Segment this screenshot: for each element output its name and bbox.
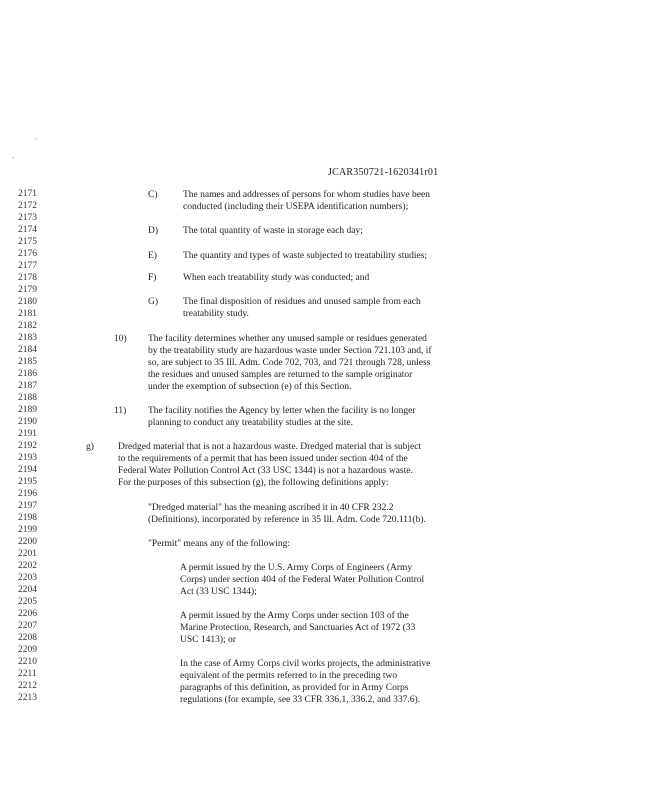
paragraph-10-line-4: the residues and unused samples are returned to the sample originator [148, 370, 413, 380]
line-number: 2210 [18, 657, 37, 667]
line-number: 2191 [18, 429, 37, 439]
line-number: 2200 [18, 537, 37, 547]
line-number: 2194 [18, 465, 37, 475]
line-number: 2185 [18, 357, 37, 367]
permit-item-1-line-2: Corps) under section 404 of the Federal Water Pollution Control [180, 575, 425, 585]
subsection-g-line-4: For the purposes of this subsection (g), the following definitions apply: [118, 478, 389, 488]
line-number: 2186 [18, 369, 37, 379]
paragraph-10-line-3: so, are subject to 35 Ill. Adm. Code 702, 703, and 721 through 728, unless [148, 358, 431, 368]
document-header: JCAR350721-1620341r01 [328, 167, 439, 178]
item-d-line-1: The total quantity of waste in storage each day; [183, 226, 363, 236]
line-number: 2201 [18, 549, 37, 559]
item-label-f: F) [148, 273, 157, 283]
definition-permit: "Permit" means any of the following: [148, 539, 291, 549]
line-number: 2190 [18, 417, 37, 427]
permit-item-2-line-1: A permit issued by the Army Corps under section 103 of the [180, 611, 409, 621]
line-number: 2178 [18, 273, 37, 283]
permit-item-3-line-1: In the case of Army Corps civil works projects, the administrative [180, 659, 431, 669]
paragraph-11-line-2: planning to conduct any treatability studies at the site. [148, 418, 353, 428]
line-number: 2192 [18, 441, 37, 451]
line-number: 2197 [18, 501, 37, 511]
line-number: 2195 [18, 477, 37, 487]
line-number: 2174 [18, 225, 37, 235]
paragraph-10-line-2: by the treatability study are hazardous waste under Section 721.103 and, if [148, 346, 432, 356]
line-number: 2207 [18, 621, 37, 631]
subsection-g-line-2: to the requirements of a permit that has been issued under section 404 of the [118, 454, 408, 464]
line-number: 2209 [18, 645, 37, 655]
line-number: 2199 [18, 525, 37, 535]
permit-item-2-line-3: USC 1413); or [180, 635, 236, 645]
line-number: 2177 [18, 261, 37, 271]
line-number: 2171 [18, 189, 37, 199]
line-number: 2206 [18, 609, 37, 619]
line-number: 2203 [18, 573, 37, 583]
line-number: 2187 [18, 381, 37, 391]
subsection-g-line-1: Dredged material that is not a hazardous waste. Dredged material that is subject [118, 442, 422, 452]
line-number: 2213 [18, 693, 37, 703]
line-number: 2196 [18, 489, 37, 499]
permit-item-3-line-2: equivalent of the permits referred to in the preceding two [180, 671, 398, 681]
permit-item-2-line-2: Marine Protection, Research, and Sanctuaries Act of 1972 (33 [180, 623, 416, 633]
paragraph-label-10: 10) [114, 334, 127, 344]
line-number: 2176 [18, 249, 37, 259]
line-number: 2175 [18, 237, 37, 247]
item-e-line-1: The quantity and types of waste subjected to treatability studies; [183, 251, 428, 261]
line-number: 2179 [18, 285, 37, 295]
scan-speck: · [34, 135, 37, 144]
scan-speck: ` [12, 156, 15, 165]
permit-item-3-line-4: regulations (for example, see 33 CFR 336.1, 336.2, and 337.6). [180, 695, 421, 705]
line-number: 2181 [18, 309, 37, 319]
permit-item-1-line-3: Act (33 USC 1344); [180, 587, 257, 597]
line-number: 2182 [18, 321, 37, 331]
permit-item-3-line-3: paragraphs of this definition, as provided for in Army Corps [180, 683, 409, 693]
item-g-line-2: treatability study. [183, 309, 249, 319]
line-number: 2173 [18, 213, 37, 223]
line-number: 2204 [18, 585, 37, 595]
item-label-d: D) [148, 226, 159, 236]
line-number: 2202 [18, 561, 37, 571]
line-number: 2211 [18, 669, 37, 679]
line-number: 2193 [18, 453, 37, 463]
definition-dredged-material-line-2: (Definitions), incorporated by reference in 35 Ill. Adm. Code 720.111(b). [148, 515, 426, 525]
line-number: 2189 [18, 405, 37, 415]
item-g-line-1: The final disposition of residues and unused sample from each [183, 297, 421, 307]
item-c-line-2: conducted (including their USEPA identification numbers); [183, 202, 409, 212]
line-number: 2184 [18, 345, 37, 355]
definition-dredged-material-line-1: "Dredged material" has the meaning ascribed it in 40 CFR 232.2 [148, 503, 394, 513]
line-number: 2180 [18, 297, 37, 307]
subsection-label-g: g) [86, 442, 94, 452]
line-number: 2208 [18, 633, 37, 643]
item-label-c: C) [148, 190, 158, 200]
line-number: 2198 [18, 513, 37, 523]
line-number: 2212 [18, 681, 37, 691]
paragraph-10-line-5: under the exemption of subsection (e) of this Section. [148, 382, 352, 392]
paragraph-label-11: 11) [114, 406, 127, 416]
line-number: 2205 [18, 597, 37, 607]
subsection-g-line-3: Federal Water Pollution Control Act (33 USC 1344) is not a hazardous waste. [118, 466, 413, 476]
item-label-g: G) [148, 297, 159, 307]
item-c-line-1: The names and addresses of persons for whom studies have been [183, 190, 430, 200]
paragraph-10-line-1: The facility determines whether any unused sample or residues generated [148, 334, 427, 344]
permit-item-1-line-1: A permit issued by the U.S. Army Corps of Engineers (Army [180, 563, 413, 573]
item-f-line-1: When each treatability study was conducted; and [183, 273, 370, 283]
paragraph-11-line-1: The facility notifies the Agency by letter when the facility is no longer [148, 406, 416, 416]
line-number: 2183 [18, 333, 37, 343]
line-number: 2172 [18, 201, 37, 211]
item-label-e: E) [148, 251, 157, 261]
line-number: 2188 [18, 393, 37, 403]
